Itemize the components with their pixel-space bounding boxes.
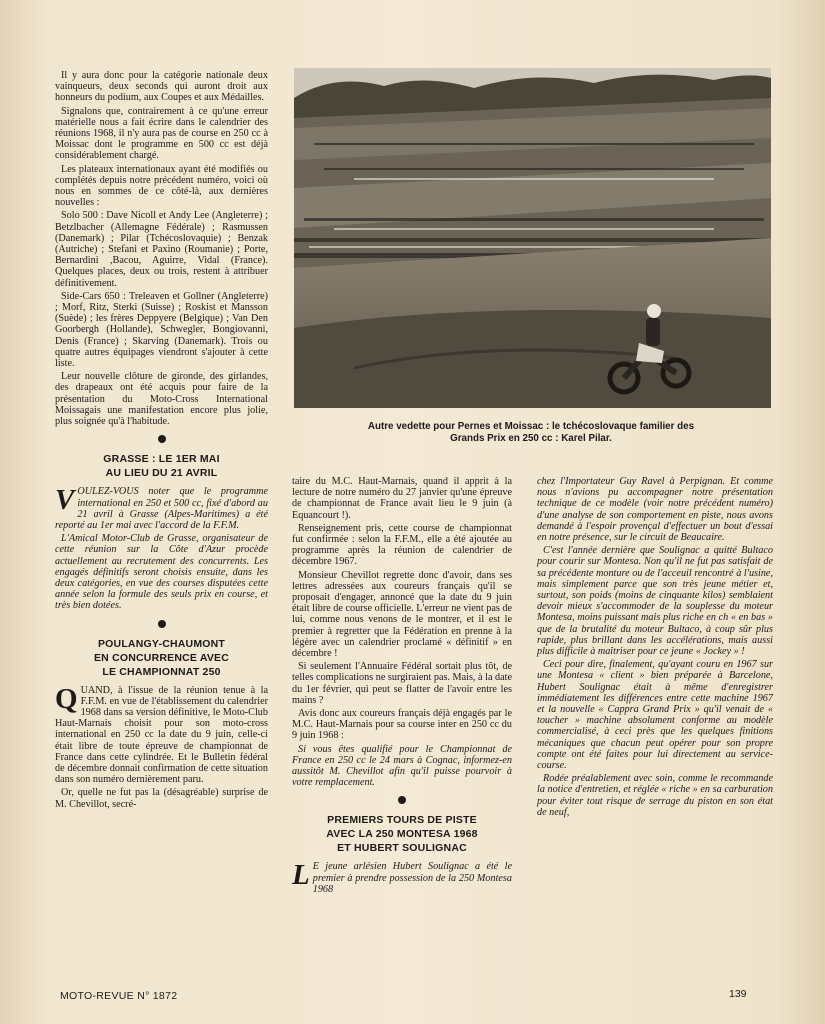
paragraph: chez l'Importateur Guy Ravel à Perpignan. Et comme nous n'avions pu accompagner notre présentation technique de ce modèle (voir notre précédent numéro) d'une analyse de son comportement en piste, nous avons demandé à l'espoir provençal d'effectuer un bout d'essai en notre présence, sur le circuit de Beaucaire.: [537, 476, 773, 544]
paragraph: L'Amical Motor-Club de Grasse, organisateur de cette réunion sur la Côte d'Azur procède actuellement au recrutement des concurrents. Les engagés définitifs seront choisis ensuite, dans les deux catégories, en vue des courses disputées cette année selon la formule des seuls prix en course, et très bien dotées.: [55, 533, 268, 612]
motocross-scene-image: [294, 68, 771, 408]
section-bullet: [158, 620, 166, 628]
paragraph: Solo 500 : Dave Nicoll et Andy Lee (Angleterre) ; Betzlbacher (Allemagne Fédérale) ; Rasmussen (Danemark) ; Pilar (Tchécoslovaquie) ; Benzak (Autriche) ; Stefani et Paxino (Roumanie) ; Porte, Bernardini ,Bacou, Aguirre, Vidal (France). Quelques places, deux ou trois, restent à attribuer définitivement.: [55, 210, 268, 289]
paragraph: taire du M.C. Haut-Marnais, quand il apprit à la lecture de notre numéro du 27 janvier qu'une épreuve de championnat de France avait lieu le 9 juin (à Equancourt !).: [292, 476, 512, 521]
section-bullet: [158, 435, 166, 443]
paragraph: Leur nouvelle clôture de gironde, des girlandes, des drapeaux ont été acquis pour faire de la présentation du Moto-Cross International Moissagais une manifestation encore plus jolie, plus soignée qu'à l'habitude.: [55, 371, 268, 428]
paragraph: Or, quelle ne fut pas la (désagréable) surprise de M. Chevillot, secré-: [55, 787, 268, 810]
race-photo: [294, 68, 771, 408]
paragraph: Side-Cars 650 : Treleaven et Gollner (Angleterre) ; Morf, Ritz, Sterki (Suisse) ; Roskist et Mansson (Suède) ; les frères Deppyere (Belgique) ; Van Den Goorbergh (Hollande), Schwegler, Bongiovanni, Denis (France) ; Skarving (Danemark). Trois ou quatre autres équipages viendront s'ajouter à cette liste.: [55, 290, 268, 370]
section-heading-poulangy: POULANGY-CHAUMONT EN CONCURRENCE AVEC LE CHAMPIONNAT 250: [93, 637, 230, 678]
paragraph: VOULEZ-VOUS noter que le programme international en 250 et 500 cc, fixé d'abord au 21 avril à Grasse (Alpes-Maritimes) a été reporté au 1er mai avec l'accord de la F.F.M.: [55, 484, 268, 531]
paragraph: Signalons que, contrairement à ce qu'une erreur matérielle nous a fait écrire dans le calendrier des réunions 1968, il n'y aura pas de course en 250 cc à Moissac dont le programme en 500 cc est déjà considérablement chargé.: [55, 105, 268, 162]
paragraph: Monsieur Chevillot regrette donc d'avoir, dans ses lettres adressées aux coureurs français qu'il se proposait d'engager, annoncé que la date du 9 juin était libre de course officielle. L'erreur ne vient pas de lui, comme nous venons de le montrer, et il est le premier à regretter que la Fédération en prenne à la légère avec un calendrier proclamé « définitif » en décembre !: [292, 569, 513, 660]
paragraph: Renseignement pris, cette course de championnat fut confirmée : selon la F.F.M., elle a été ajoutée au programme après la réunion de calendrier de décembre 1967.: [292, 522, 512, 568]
paragraph: L E jeune arlésien Hubert Soulignac a été le premier à prendre possession de la 250 Montesa 1968: [292, 859, 512, 895]
paragraph: Les plateaux internationaux ayant été modifiés ou complétés depuis notre précédent numéro, voici où nous en sommes de ce côté-là, aux dernières nouvelles :: [55, 163, 268, 209]
section-heading-montesa: PREMIERS TOURS DE PISTE AVEC LA 250 MONTESA 1968 ET HUBERT SOULIGNAC: [326, 814, 478, 855]
paragraph: Avis donc aux coureurs français déjà engagés par le M.C. Haut-Marnais pour sa course inter en 250 cc du 9 juin 1968 :: [292, 708, 512, 742]
photo-caption: Autre vedette pour Pernes et Moissac : le tchécoslovaque familier des Grands Prix en 250 cc : Karel Pilar.: [367, 421, 695, 444]
section-heading-grasse: GRASSE : LE 1ER MAI AU LIEU DU 21 AVRIL: [103, 453, 220, 480]
paragraph: Rodée préalablement avec soin, comme le recommande la notice d'entretien, et réglée « riche » en sa carburation pour éviter tout risque de serrage du piston en son état de neuf,: [537, 773, 773, 818]
section-bullet: [398, 796, 406, 804]
paragraph: Si vous êtes qualifié pour le Championnat de France en 250 cc le 24 mars à Cognac, informez-en aussitôt M. Chevillot afin qu'il puisse pourvoir à votre remplacement.: [292, 743, 512, 789]
magazine-issue: MOTO-REVUE N° 1872: [60, 990, 178, 1002]
paragraph: Si seulement l'Annuaire Fédéral sortait plus tôt, de telles complications ne surgiraient pas. Mais, à la date du 1er février, qui peut se flatter de l'avoir entre les mains ?: [292, 661, 512, 706]
column-2: [292, 476, 512, 897]
column-3: [537, 476, 773, 820]
column-1: [55, 70, 268, 812]
paragraph: QUAND, à l'issue de la réunion tenue à la F.F.M. en vue de l'établissement du calendrier 1968 dans sa version définitive, le Moto-Club Haut-Marnais choisit pour son moto-cross international en 250 cc la date du 9 juin, celle-ci était libre de toute épreuve de championnat de France dans cette cylindrée. Et le Bulletin fédéral de décembre donnait confirmation de cette situation dans son numéro dernièrement paru.: [55, 682, 268, 786]
paragraph: C'est l'année dernière que Soulignac a quitté Bultaco pour courir sur Montesa. Non qu'il ne fut pas satisfait de sa précédente monture ou de l'acceuil rencontré à l'usine, mais simplement parce que son très jeune métier et, surtout, son poids (moins de cinquante kilos) semblaient devoir mieux s'accommoder de la souplesse du moteur Montesa, moins puissant mais plus riche en ch « en bas » que de la brutalité du moteur Bultaco, à coup sûr plus rapide, plus brillant dans les accélérations, mais aussi plus difficile à maîtriser pour ce jeune « Jockey » !: [537, 545, 773, 658]
page-number: 139: [729, 988, 747, 1000]
paragraph: Il y aura donc pour la catégorie nationale deux vainqueurs, deux seconds qui auront droit aux honneurs du podium, aux Coupes et aux Médailles.: [55, 70, 268, 104]
paragraph: Ceci pour dire, finalement, qu'ayant couru en 1967 sur une Montesa « client » bien préparée à Barcelone, Hubert Soulignac était à même d'enregistrer immédiatement les différences entre cette machine 1967 et la nouvelle « Cappra Grand Prix » qu'il venait de « toucher » machine absolument conforme au modèle commercialisé, à ceci près que les quelques finitions mécaniques que chacun peut opérer pour son propre compte ont été faites pour lui directement au service-course.: [537, 659, 773, 772]
